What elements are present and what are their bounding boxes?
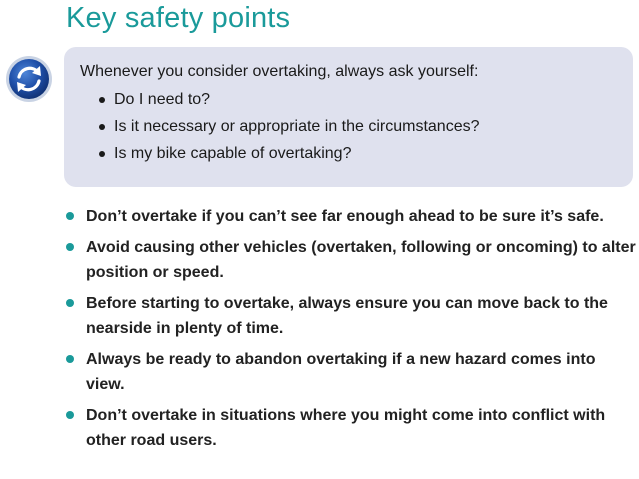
list-item — [64, 347, 636, 397]
bullet-icon — [66, 299, 74, 307]
list-item — [64, 403, 636, 453]
question-text: Do I need to? — [114, 91, 211, 108]
question-box — [64, 47, 633, 187]
question-text: Is my bike capable of overtaking? — [114, 145, 352, 162]
list-item — [64, 204, 636, 229]
bullet-icon — [66, 355, 74, 363]
question-item — [80, 117, 633, 137]
list-item — [64, 235, 636, 285]
list-item — [64, 291, 636, 341]
question-intro: Whenever you consider overtaking, always ask yourself: — [80, 63, 479, 80]
point-text: Don’t overtake if you can’t see far enough ahead to be sure it’s safe. — [86, 208, 604, 225]
point-text: Don’t overtake in situations where you might come into conflict with other road users. — [86, 407, 606, 449]
point-text: Always be ready to abandon overtaking if a new hazard comes into view. — [86, 351, 596, 393]
question-item — [80, 144, 633, 164]
safety-points-list — [64, 204, 636, 459]
question-list — [80, 90, 633, 164]
point-text: Before starting to overtake, always ensure you can move back to the nearside in plenty of time. — [86, 295, 608, 337]
refresh-arrows-icon — [5, 55, 53, 103]
question-item — [80, 90, 633, 110]
bullet-icon — [99, 124, 105, 130]
question-text: Is it necessary or appropriate in the circumstances? — [114, 118, 480, 135]
bullet-icon — [66, 411, 74, 419]
bullet-icon — [99, 151, 105, 157]
bullet-icon — [99, 97, 105, 103]
point-text: Avoid causing other vehicles (overtaken, following or oncoming) to alter position or speed. — [86, 239, 636, 281]
page-title: Key safety points — [66, 2, 291, 34]
bullet-icon — [66, 243, 74, 251]
bullet-icon — [66, 212, 74, 220]
